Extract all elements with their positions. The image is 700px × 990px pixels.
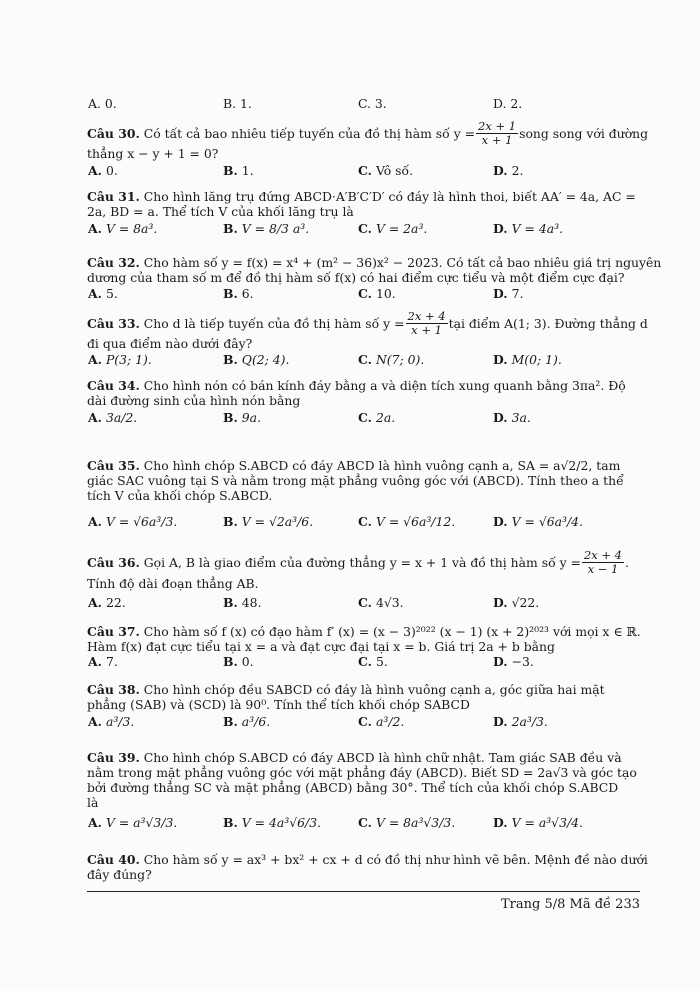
question-label: Câu 39.: [87, 750, 140, 765]
q29-option-d: D. 2.: [493, 96, 523, 111]
option-key: A.: [88, 352, 102, 367]
q38-options: [88, 714, 640, 744]
question-39: [87, 750, 640, 810]
option-text: 2a³/3.: [511, 714, 548, 729]
option-key: A.: [88, 286, 102, 301]
option-key: A.: [88, 654, 102, 669]
question-text-line4: là: [87, 795, 99, 810]
option-d: [493, 286, 523, 301]
option-text: 6.: [241, 286, 254, 301]
q29-option-c: C. 3.: [358, 96, 387, 111]
question-text: Cho hình chóp đều SABCD có đáy là hình vuông cạnh a, góc giữa hai mặt: [143, 682, 605, 697]
option-key: A.: [88, 410, 102, 425]
fraction-numerator: 2x + 4: [407, 308, 446, 323]
option-text: N(7; 0).: [375, 352, 425, 367]
option-key: B.: [223, 595, 238, 610]
option-text: 2a.: [375, 410, 396, 425]
option-key: D.: [493, 815, 508, 830]
option-key: D.: [493, 221, 508, 236]
q35-options: [88, 514, 640, 544]
question-text-line2: Hàm f(x) đạt cực tiểu tại x = a và đạt cực đại tại x = b. Giá trị 2a + b bằng: [87, 639, 555, 654]
option-text: 48.: [241, 595, 262, 610]
option-text: V = 2a³.: [375, 221, 428, 236]
question-label: Câu 40.: [87, 852, 140, 867]
q29-options: [88, 96, 640, 122]
option-key: A.: [88, 221, 102, 236]
option-b: [223, 163, 254, 178]
option-c: [358, 595, 404, 610]
option-b: [223, 221, 309, 236]
page-footer: Trang 5/8 Mã đề 233: [501, 897, 640, 912]
option-key: A.: [88, 595, 102, 610]
option-text: 2.: [511, 163, 524, 178]
option-key: D.: [493, 514, 508, 529]
option-text: V = 8a³.: [105, 221, 158, 236]
option-key: B.: [223, 815, 238, 830]
option-text: 1.: [241, 163, 254, 178]
fraction-denominator: x + 1: [411, 322, 442, 337]
question-text-cont: song song với đường: [519, 125, 649, 141]
option-key: A.: [88, 815, 102, 830]
option-c: [358, 654, 388, 669]
option-text: V = 4a³√6/3.: [241, 815, 322, 830]
question-text-line2: Tính độ dài đoạn thẳng AB.: [87, 576, 259, 591]
option-text: −3.: [511, 654, 534, 669]
option-text: 7.: [511, 286, 524, 301]
option-text: V = 8/3 a³.: [241, 221, 310, 236]
fraction-numerator: 2x + 4: [583, 547, 622, 562]
fraction: [582, 549, 624, 576]
question-text: Cho hình chóp S.ABCD có đáy ABCD là hình chữ nhật. Tam giác SAB đều và: [143, 750, 622, 765]
question-text-line2: nằm trong mặt phẳng vuông góc với mặt phẳng đáy (ABCD). Biết SD = 2a√3 và góc tạo: [87, 765, 637, 780]
option-key: D.: [493, 595, 508, 610]
fraction-denominator: x + 1: [481, 132, 513, 147]
option-text: M(0; 1).: [511, 352, 562, 367]
option-key: C.: [358, 595, 372, 610]
option-text: a³/3.: [105, 714, 135, 729]
question-label: Câu 36.: [87, 554, 140, 570]
q33-options: [88, 352, 640, 378]
option-text: 7.: [105, 654, 118, 669]
question-text-cont: tại điểm A(1; 3). Đường thẳng d: [448, 315, 648, 331]
option-c: [358, 286, 396, 301]
option-b: [223, 514, 313, 529]
question-text: Cho hàm số y = ax³ + bx² + cx + d có đồ thị như hình vẽ bên. Mệnh đề nào dưới: [143, 852, 648, 867]
option-key: D.: [493, 163, 508, 178]
option-text: V = √6a³/3.: [105, 514, 178, 529]
option-a: [88, 286, 118, 301]
question-text-line2: phẳng (SAB) và (SCD) là 90⁰. Tính thể tích khối chóp SABCD: [87, 697, 470, 712]
q30-options: [88, 163, 640, 189]
question-text: Cho hàm số y = f(x) = x⁴ + (m² − 36)x² − 2023. Có tất cả bao nhiêu giá trị nguyên: [143, 255, 662, 270]
question-label: Câu 32.: [87, 255, 140, 270]
option-text: a³/6.: [241, 714, 271, 729]
question-label: Câu 33.: [87, 315, 140, 331]
option-text: 9a.: [241, 410, 262, 425]
q31-options: [88, 221, 640, 251]
q29-option-a: A. 0.: [88, 96, 117, 111]
option-key: B.: [223, 286, 238, 301]
question-text: Gọi A, B là giao điểm của đường thẳng y = x + 1 và đồ thị hàm số y =: [143, 554, 581, 570]
question-text: Cho d là tiếp tuyến của đồ thị hàm số y =: [143, 315, 405, 331]
option-b: [223, 595, 262, 610]
question-33: [87, 308, 648, 351]
q36-options: [88, 595, 640, 621]
fraction: [406, 310, 448, 337]
question-text: Cho hàm số f (x) có đạo hàm f′ (x) = (x − 3)²⁰²² (x − 1) (x + 2)²⁰²³ với mọi x ∈ ℝ.: [143, 624, 641, 639]
question-40: [87, 852, 648, 882]
question-text-line2: đi qua điểm nào dưới đây?: [87, 336, 253, 351]
option-a: [88, 815, 177, 830]
option-d: [493, 514, 583, 529]
question-32: [87, 255, 662, 285]
question-text-line2: giác SAC vuông tại S và nằm trong mặt phẳng vuông góc với (ABCD). Tính theo a thể: [87, 473, 624, 488]
option-key: A.: [88, 163, 102, 178]
fraction: [476, 120, 518, 147]
option-key: D.: [493, 286, 508, 301]
option-text: Vô số.: [375, 163, 414, 178]
option-key: C.: [358, 286, 372, 301]
question-36: Câu 36. Gọi A, B là giao điểm của đường thẳng y = x + 1 và đồ thị hàm số y = $\frac{2x + 4}{x - 1}$ . Tính độ dài đoạn thẳng AB.: [87, 548, 640, 591]
question-35: [87, 458, 640, 503]
option-key: C.: [358, 514, 372, 529]
question-label: Câu 37.: [87, 624, 140, 639]
option-text: 5.: [375, 654, 388, 669]
option-text: 22.: [105, 595, 126, 610]
question-text-line2: dài đường sinh của hình nón bằng: [87, 393, 301, 408]
question-label: Câu 31.: [87, 189, 140, 204]
option-d: [493, 352, 562, 367]
question-text: Cho hình lăng trụ đứng ABCD·A′B′C′D′ có đáy là hình thoi, biết AA′ = 4a, AC =: [143, 189, 636, 204]
option-b: [223, 410, 261, 425]
option-a: [88, 595, 126, 610]
option-key: B.: [223, 714, 238, 729]
option-d: [493, 410, 531, 425]
option-key: D.: [493, 410, 508, 425]
option-c: [358, 815, 455, 830]
option-key: B.: [223, 221, 238, 236]
option-text: 10.: [375, 286, 396, 301]
option-key: B.: [223, 163, 238, 178]
question-label: Câu 35.: [87, 458, 140, 473]
question-text-line3: tích V của khối chóp S.ABCD.: [87, 488, 273, 503]
option-key: D.: [493, 352, 508, 367]
option-text: V = a³√3/4.: [511, 815, 583, 830]
option-c: [358, 352, 424, 367]
option-key: C.: [358, 352, 372, 367]
q34-options: [88, 410, 640, 440]
option-key: C.: [358, 815, 372, 830]
option-key: A.: [88, 514, 102, 529]
option-a: [88, 410, 137, 425]
option-text: √22.: [511, 595, 540, 610]
option-text: 5.: [105, 286, 118, 301]
question-label: Câu 30.: [87, 125, 140, 141]
option-text: V = √6a³/12.: [375, 514, 456, 529]
option-d: [493, 654, 534, 669]
question-text-line3: bởi đường thẳng SC và mặt phẳng (ABCD) bằng 30°. Thể tích của khối chóp S.ABCD: [87, 780, 619, 795]
q37-options: [88, 654, 640, 672]
question-text-line2: 2a, BD = a. Thể tích V của khối lăng trụ là: [87, 204, 354, 219]
option-key: B.: [223, 514, 238, 529]
option-a: [88, 714, 134, 729]
option-c: [358, 514, 455, 529]
option-b: [223, 286, 254, 301]
question-37: [87, 624, 640, 654]
question-text-line2: dương của tham số m để đồ thị hàm số f(x) có hai điểm cực tiểu và một điểm cực đại?: [87, 270, 625, 285]
option-key: B.: [223, 410, 238, 425]
question-34: [87, 378, 640, 408]
option-text: a³/2.: [375, 714, 405, 729]
question-label: Câu 34.: [87, 378, 140, 393]
question-text-line2: đây đúng?: [87, 867, 152, 882]
question-31: [87, 189, 640, 219]
option-key: C.: [358, 714, 372, 729]
option-b: [223, 815, 321, 830]
option-d: [493, 221, 563, 236]
option-a: [88, 514, 177, 529]
option-c: [358, 163, 413, 178]
option-text: 3a.: [511, 410, 531, 425]
question-text: Cho hình chóp S.ABCD có đáy ABCD là hình vuông cạnh a, SA = a√2/2, tam: [143, 458, 621, 473]
option-text: V = 4a³.: [511, 221, 564, 236]
option-key: C.: [358, 221, 372, 236]
option-a: [88, 352, 152, 367]
option-a: [88, 221, 157, 236]
option-a: [88, 654, 118, 669]
question-30: [87, 118, 649, 161]
option-d: [493, 815, 583, 830]
option-a: [88, 163, 118, 178]
option-text: V = 8a³√3/3.: [375, 815, 456, 830]
option-key: B.: [223, 654, 238, 669]
option-d: [493, 595, 539, 610]
question-text: Cho hình nón có bán kính đáy bằng a và diện tích xung quanh bằng 3πa². Độ: [143, 378, 626, 393]
option-c: [358, 410, 395, 425]
question-38: [87, 682, 640, 712]
footer-divider: [87, 891, 640, 892]
question-text-line2: thẳng x − y + 1 = 0?: [87, 146, 219, 161]
option-text: 0.: [241, 654, 254, 669]
option-text: P(3; 1).: [105, 352, 152, 367]
question-text: Có tất cả bao nhiêu tiếp tuyến của đồ thị hàm số y =: [143, 125, 476, 141]
option-text: 3a/2.: [105, 410, 138, 425]
option-text: 0.: [105, 163, 118, 178]
option-d: [493, 163, 523, 178]
fraction-denominator: x − 1: [587, 561, 619, 576]
option-b: [223, 654, 254, 669]
q32-options: [88, 286, 640, 312]
option-text: V = √6a³/4.: [511, 514, 583, 529]
option-b: [223, 714, 270, 729]
option-d: [493, 714, 548, 729]
option-key: C.: [358, 410, 372, 425]
option-text: V = √2a³/6.: [241, 514, 314, 529]
option-key: B.: [223, 352, 238, 367]
option-c: [358, 714, 404, 729]
option-key: C.: [358, 163, 372, 178]
option-b: [223, 352, 289, 367]
option-text: V = a³√3/3.: [105, 815, 178, 830]
option-key: D.: [493, 714, 508, 729]
q39-options: [88, 815, 640, 845]
option-c: [358, 221, 427, 236]
q29-option-b: B. 1.: [223, 96, 252, 111]
option-key: D.: [493, 654, 508, 669]
option-text: Q(2; 4).: [241, 352, 290, 367]
option-key: C.: [358, 654, 372, 669]
option-key: A.: [88, 714, 102, 729]
option-text: 4√3.: [375, 595, 404, 610]
fraction-numerator: 2x + 1: [478, 118, 517, 133]
question-label: Câu 38.: [87, 682, 140, 697]
